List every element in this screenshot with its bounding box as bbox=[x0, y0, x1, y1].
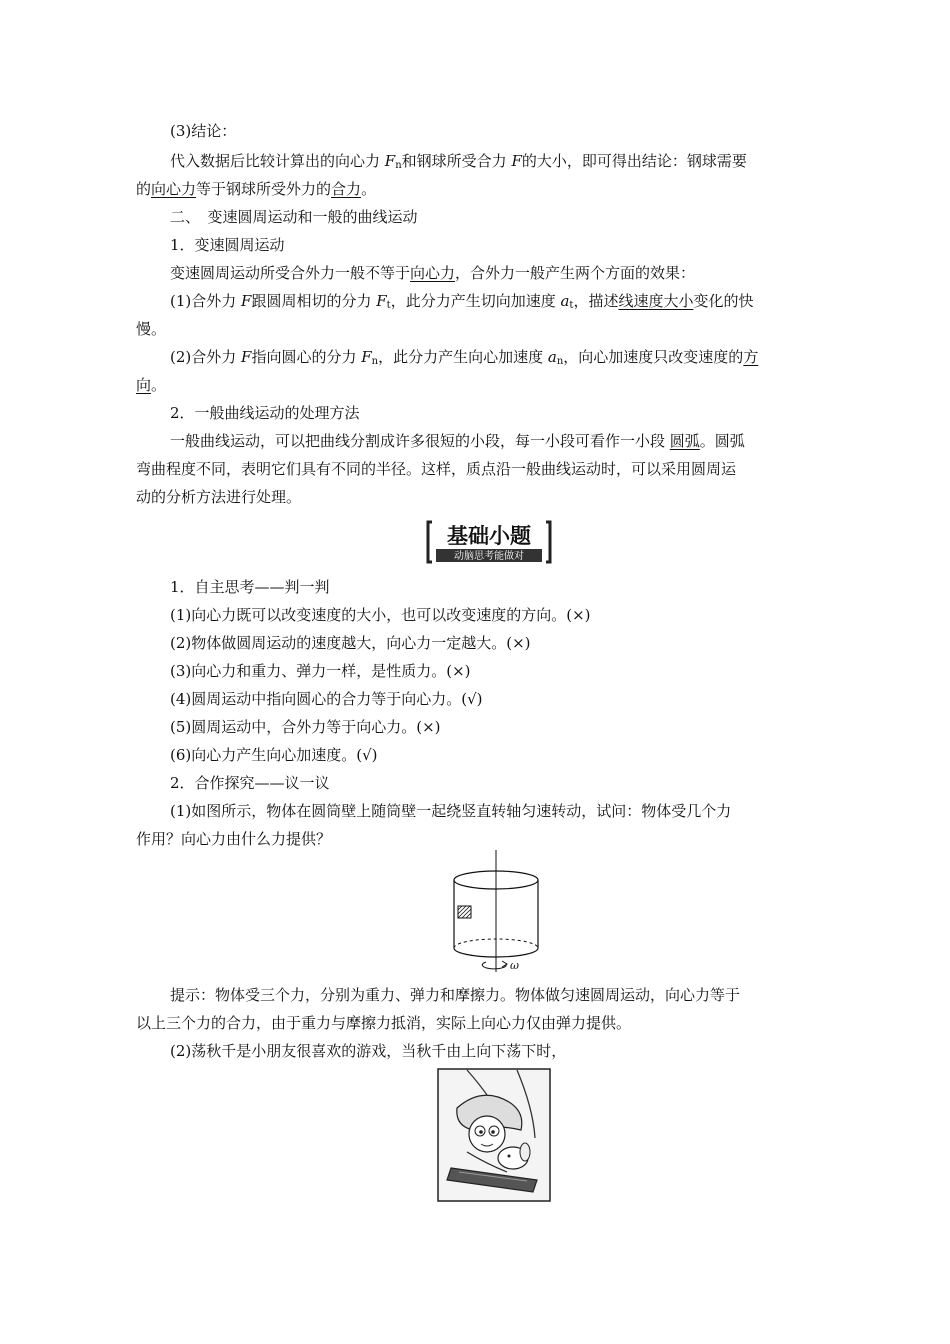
judge-item: (4)圆周运动中指向圆心的合力等于向心力。(√) bbox=[170, 690, 483, 708]
conclusion-line-2: 的向心力等于钢球所受外力的合力。 bbox=[136, 180, 377, 198]
subheading-2: 2．一般曲线运动的处理方法 bbox=[170, 404, 360, 422]
item-1-line-2: 慢。 bbox=[136, 320, 167, 338]
hint-line-1: 提示：物体受三个力，分别为重力、弹力和摩擦力。物体做匀速圆周运动，向心力等于 bbox=[170, 986, 741, 1004]
item-2-line-1: (2)合外力 F指向圆心的分力 $F_n$，此分力产生向心加速度 $a_n$，向心加速度只改变速度的方 bbox=[170, 348, 759, 367]
conclusion-title: (3)结论： bbox=[170, 122, 237, 140]
item-2-line-2: 向。 bbox=[136, 376, 167, 394]
paragraph-2-line-1: 一般曲线运动，可以把曲线分割成许多很短的小段，每一小段可看作一小段 圆弧。圆弧 bbox=[170, 432, 745, 450]
banner-title: 基础小题 bbox=[447, 524, 531, 548]
conclusion-line-1: 代入数据后比较计算出的向心力 $F_n$和钢球所受合力 F的大小，即可得出结论：钢球需要 bbox=[170, 152, 747, 171]
judge-title: 1．自主思考——判一判 bbox=[170, 578, 330, 596]
judge-item: (6)向心力产生向心加速度。(√) bbox=[170, 746, 378, 764]
question-2: (2)荡秋千是小朋友很喜欢的游戏，当秋千由上向下荡下时， bbox=[170, 1042, 567, 1060]
question-1-line-2: 作用？向心力由什么力提供？ bbox=[136, 830, 332, 848]
subheading-1: 1．变速圆周运动 bbox=[170, 236, 285, 254]
judge-item: (2)物体做圆周运动的速度越大，向心力一定越大。(×) bbox=[170, 634, 531, 652]
question-1-line-1: (1)如图所示，物体在圆筒壁上随筒壁一起绕竖直转轴匀速转动，试问：物体受几个力 bbox=[170, 802, 732, 820]
rotating-cylinder-figure bbox=[440, 848, 560, 978]
discuss-title: 2．合作探究——议一议 bbox=[170, 774, 330, 792]
judge-item: (5)圆周运动中，合外力等于向心力。(×) bbox=[170, 718, 441, 736]
paragraph-2-line-2: 弯曲程度不同，表明它们具有不同的半径。这样，质点沿一般曲线运动时，可以采用圆周运 bbox=[136, 460, 737, 478]
item-1-line-1: (1)合外力 F跟圆周相切的分力 $F_t$，此分力产生切向加速度 $a_t$，描述线速度大小变化的快 bbox=[170, 292, 754, 311]
swing-illustration bbox=[437, 1068, 551, 1202]
judge-item: (1)向心力既可以改变速度的大小，也可以改变速度的方向。(×) bbox=[170, 606, 591, 624]
banner-subtitle: 动脑思考能做对 bbox=[454, 551, 524, 562]
hint-line-2: 以上三个力的合力，由于重力与摩擦力抵消，实际上向心力仅由弹力提供。 bbox=[136, 1014, 632, 1032]
basic-exercises-banner bbox=[424, 518, 554, 566]
omega-label: ω bbox=[510, 959, 519, 972]
section-heading: 二、 变速圆周运动和一般的曲线运动 bbox=[170, 208, 418, 226]
paragraph-1: 变速圆周运动所受合外力一般不等于向心力，合外力一般产生两个方面的效果： bbox=[170, 264, 696, 282]
paragraph-2-line-3: 动的分析方法进行处理。 bbox=[136, 488, 302, 506]
judge-item: (3)向心力和重力、弹力一样，是性质力。(×) bbox=[170, 662, 471, 680]
